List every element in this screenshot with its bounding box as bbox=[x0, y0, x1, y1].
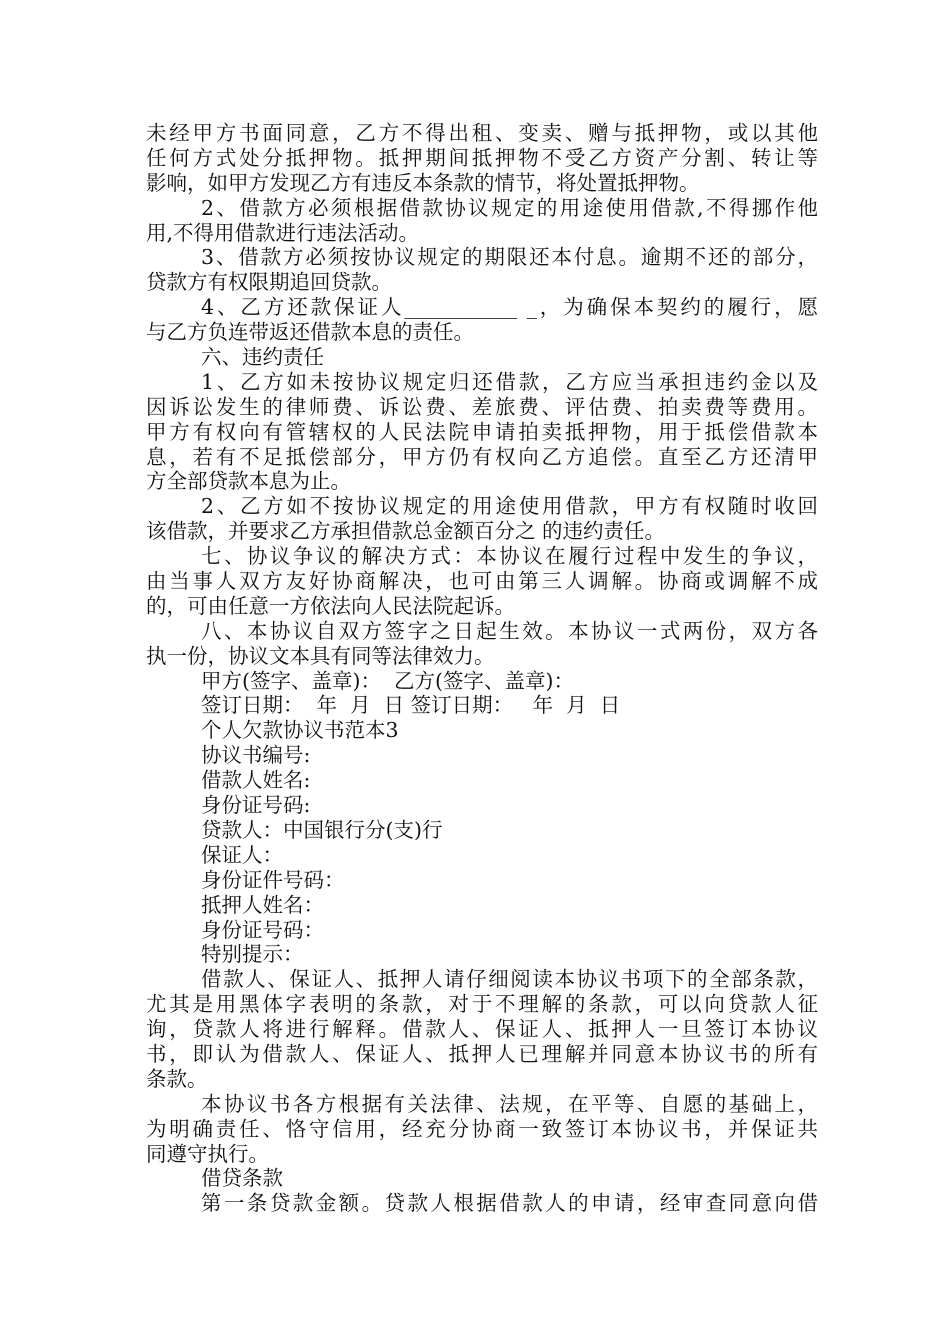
text-line: 身份证件号码： bbox=[201, 867, 345, 892]
text-line: 借贷条款 bbox=[201, 1166, 283, 1191]
text-line: 贷款人：中国银行分(支)行 bbox=[201, 817, 443, 842]
text-line: 影响，如甲方发现乙方有违反本条款的情节，将处置抵押物。 bbox=[146, 170, 700, 195]
text-line: 方全部贷款本息为止。 bbox=[146, 469, 351, 494]
text-line: 2、乙方如不按协议规定的用途使用借款，甲方有权随时收回 bbox=[201, 494, 818, 519]
text-line: 为明确责任、恪守信用，经充分协商一致签订本协议书，并保证共 bbox=[146, 1116, 818, 1141]
text-line: 该借款，并要求乙方承担借款总金额百分之 的违约责任。 bbox=[146, 519, 666, 544]
text-line: 第一条贷款金额。贷款人根据借款人的申请，经审查同意向借 bbox=[201, 1191, 818, 1216]
text-line: 4、乙方还款保证人___________ _，为确保本契约的履行，愿 bbox=[201, 295, 818, 320]
text-line: 借款人姓名: bbox=[201, 768, 311, 793]
text-line: 七、协议争议的解决方式：本协议在履行过程中发生的争议， bbox=[201, 544, 818, 569]
text-line: 借款人、保证人、抵押人请仔细阅读本协议书项下的全部条款， bbox=[201, 967, 818, 992]
text-line: 特别提示： bbox=[201, 942, 304, 967]
text-line: 执一份，协议文本具有同等法律效力。 bbox=[146, 643, 495, 668]
text-line: 由当事人双方友好协商解决，也可由第三人调解。协商或调解不成 bbox=[146, 569, 818, 594]
text-line: 任何方式处分抵押物。抵押期间抵押物不受乙方资产分割、转让等 bbox=[146, 145, 818, 170]
text-line: 甲方(签字、盖章)： 乙方(签字、盖章)： bbox=[201, 668, 575, 693]
text-line: 未经甲方书面同意，乙方不得出租、变卖、赠与抵押物，或以其他 bbox=[146, 121, 818, 145]
text-line: 八、本协议自双方签字之日起生效。本协议一式两份，双方各 bbox=[201, 618, 818, 643]
text-line: 保证人： bbox=[201, 842, 283, 867]
text-line: 个人欠款协议书范本3 bbox=[201, 718, 399, 743]
text-line: 与乙方负连带返还借款本息的责任。 bbox=[146, 320, 474, 345]
text-line: 甲方有权向有管辖权的人民法院申请拍卖抵押物，用于抵偿借款本 bbox=[146, 419, 818, 444]
text-line: 1、乙方如未按协议规定归还借款，乙方应当承担违约金以及 bbox=[201, 369, 818, 394]
text-line: 协议书编号: bbox=[201, 743, 311, 768]
text-line: 同遵守执行。 bbox=[146, 1141, 269, 1166]
text-line: 的，可由任意一方依法向人民法院起诉。 bbox=[146, 593, 515, 618]
text-line: 签订日期： 年 月 日 签订日期： 年 月 日 bbox=[201, 693, 621, 718]
document-page bbox=[146, 121, 818, 1216]
text-line: 用,不得用借款进行违法活动。 bbox=[146, 220, 420, 245]
text-line: 2、借款方必须根据借款协议规定的用途使用借款,不得挪作他 bbox=[201, 195, 818, 220]
text-line: 因诉讼发生的律师费、诉讼费、差旅费、评估费、拍卖费等费用。 bbox=[146, 394, 818, 419]
text-line: 书，即认为借款人、保证人、抵押人已理解并同意本协议书的所有 bbox=[146, 1041, 818, 1066]
text-line: 3、借款方必须按协议规定的期限还本付息。逾期不还的部分， bbox=[201, 245, 818, 270]
text-line: 尤其是用黑体字表明的条款，对于不理解的条款，可以向贷款人征 bbox=[146, 992, 818, 1017]
text-line: 身份证号码： bbox=[201, 917, 324, 942]
text-line: 本协议书各方根据有关法律、法规，在平等、自愿的基础上， bbox=[201, 1091, 818, 1116]
text-line: 身份证号码: bbox=[201, 793, 311, 818]
text-line: 抵押人姓名： bbox=[201, 892, 324, 917]
text-line: 询，贷款人将进行解释。借款人、保证人、抵押人一旦签订本协议 bbox=[146, 1017, 818, 1042]
text-line: 条款。 bbox=[146, 1066, 208, 1091]
text-line: 贷款方有权限期追回贷款。 bbox=[146, 270, 392, 295]
text-line: 六、违约责任 bbox=[201, 345, 324, 370]
text-line: 息，若有不足抵偿部分，甲方仍有权向乙方追偿。直至乙方还清甲 bbox=[146, 444, 818, 469]
